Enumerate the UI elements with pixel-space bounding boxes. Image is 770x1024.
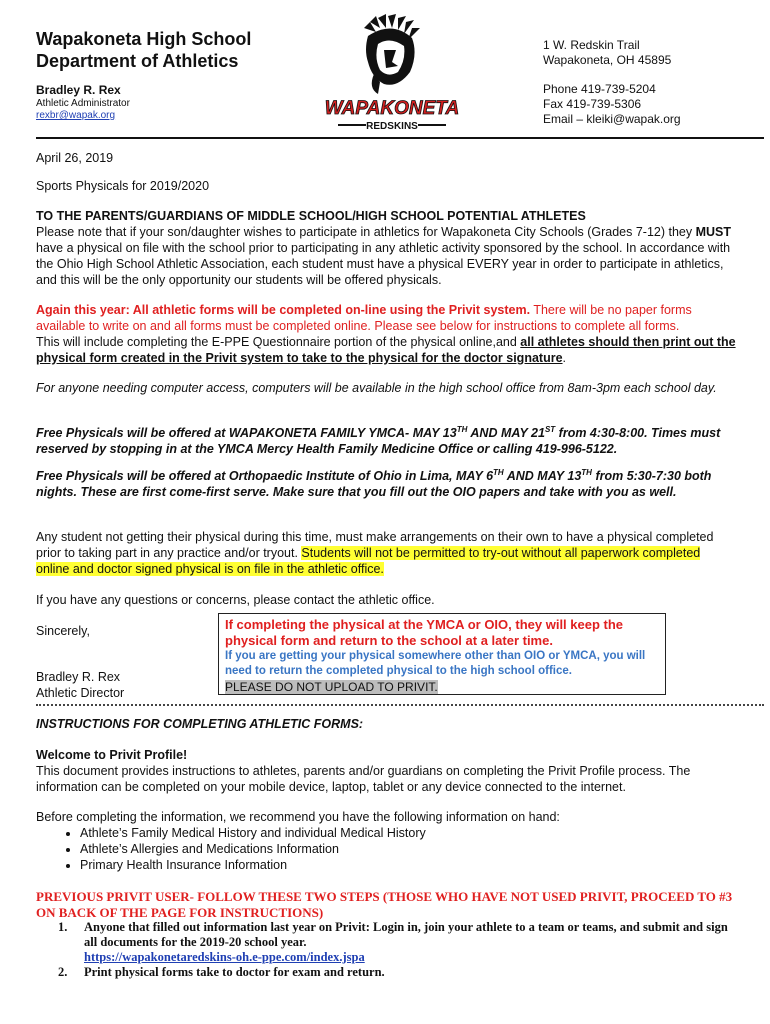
checklist [36,825,736,873]
phone: Phone 419-739-5204 [543,82,656,96]
ymca-physicals-note: Free Physicals will be offered at WAPAKONETA FAMILY YMCA- MAY 13TH AND MAY 21ST from 4:30-8:00. Times must reserved by stopping in at the YMCA Mercy Health Family Medicine Office or calling 419-996-5122. [36,425,721,457]
school-name-line1: Wapakoneta High School [36,29,252,49]
letter-paragraph-2: Again this year: All athletic forms will be completed on-line using the Privit system. There will be no paper forms available to write on and all forms must be completed online. Please see below for instructions to complete all forms. This will include completing the E-PPE Questionnaire portion of the physical online,and all athletes should then print out the physical form created in the Privit system to take to the physical for the doctor signature. [36,303,736,365]
svg-text:WAPAKONETA: WAPAKONETA [324,98,460,119]
school-address [543,38,671,68]
instructions-heading: INSTRUCTIONS FOR COMPLETING ATHLETIC FORMS: [36,717,364,731]
contact-info [543,82,681,127]
list-item: • Athlete’s Allergies and Medications Information [80,841,736,857]
previous-user-heading: PREVIOUS PRIVIT USER- FOLLOW THESE TWO STEPS (THOSE WHO HAVE NOT USED PRIVIT, PROCEED TO #3 ON BACK OF THE PAGE FOR INSTRUCTIONS) [36,889,733,920]
admin-title: Athletic Administrator [36,98,130,109]
welcome-heading: Welcome to Privit Profile! [36,748,188,762]
signature-title: Athletic Director [36,686,125,700]
contact-note: If you have any questions or concerns, please contact the athletic office. [36,593,435,607]
before-note: Before completing the information, we recommend you have the following information on hand: [36,810,560,824]
section-divider [36,704,764,706]
school-logo [318,14,466,132]
letter-subject: Sports Physicals for 2019/2020 [36,179,210,193]
closing: Sincerely, [36,624,90,638]
list-item: • Primary Health Insurance Information [80,857,736,873]
redskins-logo-icon [318,14,466,132]
letter-paragraph-1: Please note that if your son/daughter wishes to participate in athletics for Wapakoneta City Schools (Grades 7-12) they MUST have a physical on file with the school prior to participating in any athletic activity sponsored by the school. In accordance with the Ohio High School Athletic Association, each student must have a physical EVERY year in order to participate in athletics, and this will be the only opportunity our students will be offered physicals. [36,225,732,287]
step-1: 1. Anyone that filled out information last year on Privit: Login in, join your athlete to a team or teams, and submit and sign all documents for the 2019-20 school year. https://wapakonetaredskins-oh.e-ppe.com/index.jspa [58,920,728,964]
address-line2: Wapakoneta, OH 45895 [543,53,672,67]
department-name: Department of Athletics [36,51,239,71]
signature-name: Bradley R. Rex [36,670,121,684]
list-item: • Athlete’s Family Medical History and individual Medical History [80,825,736,841]
header-divider [36,137,764,139]
notice-line2: If you are getting your physical somewhere other than OIO or YMCA, you will need to return the completed physical to the high school office. [225,650,646,677]
svg-text:REDSKINS: REDSKINS [366,121,418,132]
privit-link[interactable]: https://wapakonetaredskins-oh.e-ppe.com/index.jspa [84,950,365,964]
notice-line1: If completing the physical at the YMCA or OIO, they will keep the physical form and return to the school at a later time. [225,617,624,648]
letter-date: April 26, 2019 [36,151,114,165]
contact-email: Email – kleiki@wapak.org [543,112,681,126]
address-line1: 1 W. Redskin Trail [543,38,640,52]
oio-physicals-note: Free Physicals will be offered at Orthopaedic Institute of Ohio in Lima, MAY 6TH AND MAY 13TH from 5:30-7:30 both nights. These are first come-first serve. Make sure that you fill out the OIO papers and take with you as well. [36,468,712,500]
step-2: 2. Print physical forms take to doctor for exam and return. [58,965,385,979]
steps-list [36,920,736,980]
instructions-intro: This document provides instructions to athletes, parents and/or guardians on completing the Privit Profile process. The information can be completed on your mobile device, laptop, tablet or any device connected to the internet. [36,764,691,794]
notice-line3: PLEASE DO NOT UPLOAD TO PRIVIT. [225,680,438,694]
fax: Fax 419-739-5306 [543,97,642,111]
letter-heading: TO THE PARENTS/GUARDIANS OF MIDDLE SCHOOL/HIGH SCHOOL POTENTIAL ATHLETES [36,209,586,223]
letter-paragraph-6: Any student not getting their physical during this time, must make arrangements on their own to have a physical completed prior to taking part in any practice and/or tryout. Students will not be permitted to try-out without all paperwork completed online and doctor signed physical is on file in the athletic office. [36,530,714,576]
admin-email-link[interactable]: rexbr@wapak.org [36,110,116,121]
school-name [36,28,286,72]
notice-box [218,613,666,695]
computer-access-note: For anyone needing computer access, computers will be available in the high school office from 8am-3pm each school day. [36,381,717,395]
admin-name: Bradley R. Rex [36,83,121,97]
